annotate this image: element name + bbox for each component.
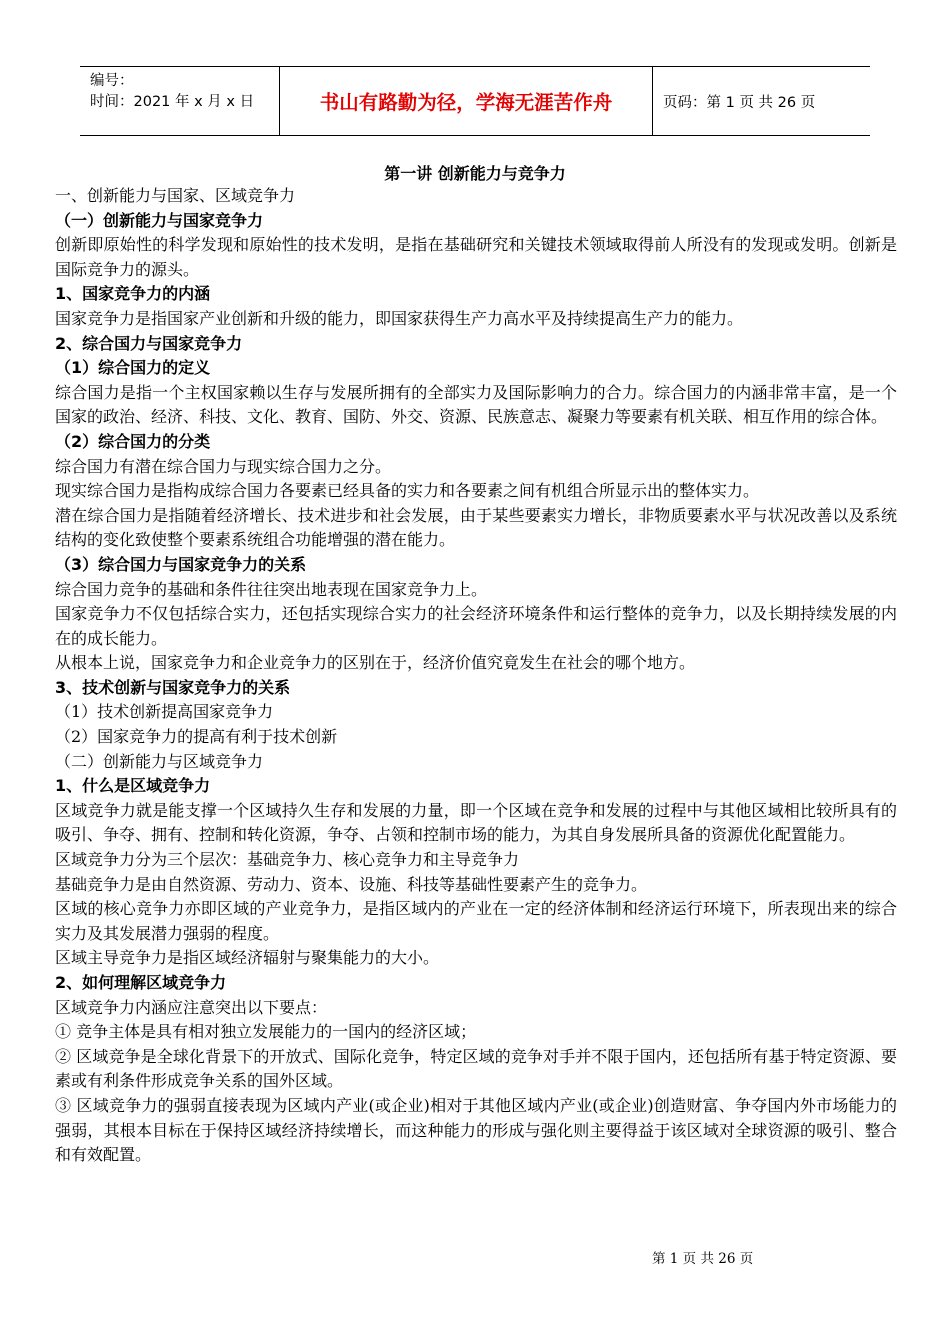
section-heading: （2）综合国力的分类 xyxy=(55,431,211,451)
doc-title: 第一讲 创新能力与竞争力 xyxy=(384,164,566,183)
document-body xyxy=(55,184,897,1168)
header-table xyxy=(80,66,870,136)
section-heading: 1、什么是区域竞争力 xyxy=(55,776,211,796)
header-left-cell xyxy=(80,67,280,135)
paragraph: 基础竞争力是由自然资源、劳动力、资本、设施、科技等基础性要素产生的竞争力。 xyxy=(55,874,648,894)
paragraph: 区域竞争力分为三个层次：基础竞争力、核心竞争力和主导竞争力 xyxy=(55,850,520,870)
section-heading: 1、国家竞争力的内涵 xyxy=(55,284,211,304)
section-heading: 2、综合国力与国家竞争力 xyxy=(55,333,243,353)
paragraph: 区域竞争力内涵应注意突出以下要点： xyxy=(55,997,328,1017)
section-heading: （一）创新能力与国家竞争力 xyxy=(55,210,264,230)
paragraph: 国家竞争力是指国家产业创新和升级的能力，即国家获得生产力高水平及持续提高生产力的能力。 xyxy=(55,308,744,328)
paragraph: 区域主导竞争力是指区域经济辐射与聚集能力的大小。 xyxy=(55,948,440,968)
paragraph: （1）技术创新提高国家竞争力 xyxy=(55,702,274,722)
section-heading: （1）综合国力的定义 xyxy=(55,358,211,378)
number-label: 编号： xyxy=(90,73,134,89)
paragraph: 一、创新能力与国家、区域竞争力 xyxy=(55,186,296,205)
paragraph: 从根本上说，国家竞争力和企业竞争力的区别在于，经济价值究竟发生在社会的哪个地方。 xyxy=(55,653,696,673)
paragraph: ① 竞争主体是具有相对独立发展能力的一国内的经济区域； xyxy=(55,1022,477,1042)
paragraph: 创新即原始性的科学发现和原始性的技术发明，是指在基础研究和关键技术领域取得前人所没有的发现或发明。创新是国际竞争力的源头。 xyxy=(55,235,897,279)
paragraph: 综合国力有潜在综合国力与现实综合国力之分。 xyxy=(55,456,392,476)
paragraph: （2）国家竞争力的提高有利于技术创新 xyxy=(55,727,338,747)
paragraph: 现实综合国力是指构成综合国力各要素已经具备的实力和各要素之间有机组合所显示出的整体实力。 xyxy=(55,481,760,501)
date-line: 时间：2021 年 x 月 x 日 xyxy=(90,94,255,110)
paragraph: 区域的核心竞争力亦即区域的产业竞争力，是指区域内的产业在一定的经济体制和经济运行环境下，所表现出来的综合实力及其发展潜力强弱的程度。 xyxy=(55,899,897,943)
motto: 书山有路勤为径，学海无涯苦作舟 xyxy=(280,67,653,135)
paragraph: ② 区域竞争是全球化背景下的开放式、国际化竞争，特定区域的竞争对手并不限于国内，还包括所有基于特定资源、要素或有利条件形成竞争关系的国外区域。 xyxy=(55,1046,897,1091)
paragraph: 综合国力是指一个主权国家赖以生存与发展所拥有的全部实力及国际影响力的合力。综合国力的内涵非常丰富，是一个国家的政治、经济、科技、文化、教育、国防、外交、资源、民族意志、凝聚力等要素有机关联、相互作用的综合体。 xyxy=(55,382,897,427)
paragraph: 潜在综合国力是指随着经济增长、技术进步和社会发展，由于某些要素实力增长，非物质要素水平与状况改善以及系统结构的变化致使整个要素系统组合功能增强的潜在能力。 xyxy=(55,505,897,550)
paragraph: ③ 区域竞争力的强弱直接表现为区域内产业(或企业)相对于其他区域内产业(或企业)创造财富、争夺国内外市场能力的强弱，其根本目标在于保持区域经济持续增长，而这种能力的形成与强化则主要得益于该区域对全球资源的吸引、整合和有效配置。 xyxy=(55,1095,897,1165)
section-heading: 3、技术创新与国家竞争力的关系 xyxy=(55,677,291,697)
paragraph: 综合国力竞争的基础和条件往往突出地表现在国家竞争力上。 xyxy=(55,579,488,599)
section-heading: （3）综合国力与国家竞争力的关系 xyxy=(55,554,307,574)
page-footer: 第 1 页 共 26 页 xyxy=(652,1251,754,1267)
paragraph: 国家竞争力不仅包括综合实力，还包括实现综合实力的社会经济环境条件和运行整体的竞争力，以及长期持续发展的内在的成长能力。 xyxy=(55,604,897,648)
paragraph: （二）创新能力与区域竞争力 xyxy=(55,751,264,771)
paragraph: 区域竞争力就是能支撑一个区域持久生存和发展的力量，即一个区域在竞争和发展的过程中与其他区域相比较所具有的吸引、争夺、拥有、控制和转化资源，争夺、占领和控制市场的能力，为其自身发展所具备的资源优化配置能力。 xyxy=(55,800,897,845)
page-info: 页码：第 1 页 共 26 页 xyxy=(663,94,816,111)
section-heading: 2、如何理解区域竞争力 xyxy=(55,973,227,992)
